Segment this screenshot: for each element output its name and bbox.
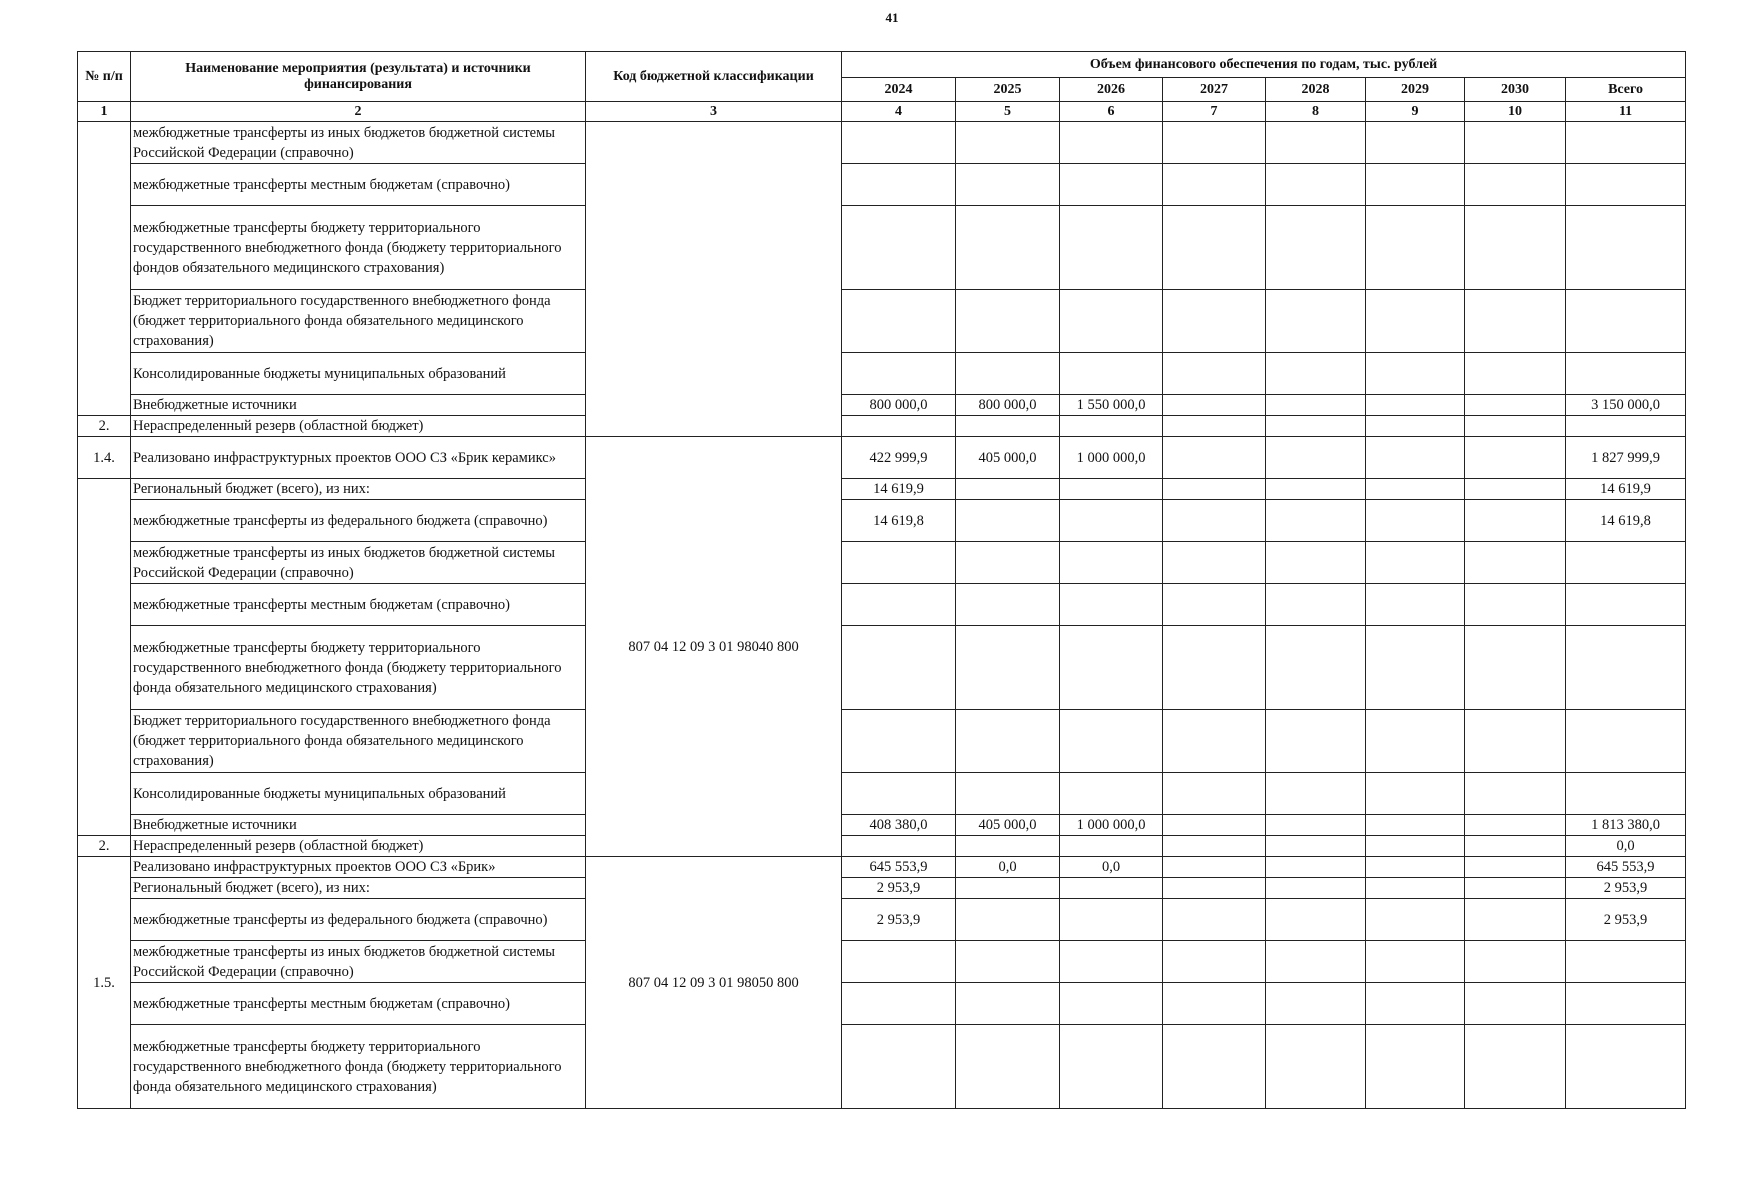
row-name: межбюджетные трансферты из иных бюджетов бюджетной системы Российской Федерации (справочно) bbox=[131, 941, 586, 983]
header-volume: Объем финансового обеспечения по годам, тыс. рублей bbox=[842, 52, 1686, 78]
cell-2030 bbox=[1465, 710, 1566, 773]
cell-total: 1 813 380,0 bbox=[1566, 815, 1686, 836]
cell-2026 bbox=[1060, 122, 1163, 164]
cell-2028 bbox=[1266, 395, 1366, 416]
header-no: № п/п bbox=[78, 52, 131, 102]
row-name: межбюджетные трансферты местным бюджетам (справочно) bbox=[131, 164, 586, 206]
cell-2027 bbox=[1163, 395, 1266, 416]
cell-2026: 1 000 000,0 bbox=[1060, 437, 1163, 479]
cell-2026 bbox=[1060, 479, 1163, 500]
cell-2025 bbox=[956, 122, 1060, 164]
cell-2024 bbox=[842, 710, 956, 773]
cell-2026 bbox=[1060, 542, 1163, 584]
table-row bbox=[78, 878, 1686, 899]
cell-2030 bbox=[1465, 878, 1566, 899]
cell-2029 bbox=[1366, 878, 1465, 899]
cell-2028 bbox=[1266, 815, 1366, 836]
table-row bbox=[78, 395, 1686, 416]
cell-2029 bbox=[1366, 437, 1465, 479]
cell-2029 bbox=[1366, 479, 1465, 500]
table-row bbox=[78, 353, 1686, 395]
cell-2027 bbox=[1163, 353, 1266, 395]
column-number: 9 bbox=[1366, 102, 1465, 122]
cell-2029 bbox=[1366, 164, 1465, 206]
cell-2030 bbox=[1465, 206, 1566, 290]
cell-2028 bbox=[1266, 164, 1366, 206]
cell-2025 bbox=[956, 584, 1060, 626]
cell-2028 bbox=[1266, 899, 1366, 941]
cell-2024: 14 619,8 bbox=[842, 500, 956, 542]
cell-2029 bbox=[1366, 857, 1465, 878]
cell-2030 bbox=[1465, 983, 1566, 1025]
cell-2029 bbox=[1366, 122, 1465, 164]
cell-2026 bbox=[1060, 899, 1163, 941]
cell-2028 bbox=[1266, 584, 1366, 626]
cell-2024 bbox=[842, 626, 956, 710]
cell-2025 bbox=[956, 353, 1060, 395]
table-row bbox=[78, 773, 1686, 815]
row-number: 2. bbox=[78, 836, 131, 857]
cell-2025: 0,0 bbox=[956, 857, 1060, 878]
column-number: 7 bbox=[1163, 102, 1266, 122]
cell-2024 bbox=[842, 206, 956, 290]
cell-total bbox=[1566, 290, 1686, 353]
cell-2027 bbox=[1163, 479, 1266, 500]
cell-2027 bbox=[1163, 500, 1266, 542]
cell-2024 bbox=[842, 584, 956, 626]
cell-2030 bbox=[1465, 941, 1566, 983]
cell-2025 bbox=[956, 878, 1060, 899]
column-number: 4 bbox=[842, 102, 956, 122]
cell-2029 bbox=[1366, 1025, 1465, 1109]
cell-2030 bbox=[1465, 584, 1566, 626]
table-row bbox=[78, 815, 1686, 836]
header-year: 2030 bbox=[1465, 78, 1566, 102]
cell-2024 bbox=[842, 983, 956, 1025]
row-name: межбюджетные трансферты из федерального бюджета (справочно) bbox=[131, 899, 586, 941]
cell-2025 bbox=[956, 290, 1060, 353]
row-name: Бюджет территориального государственного внебюджетного фонда (бюджет территориального фонда обязательного медицинского страхования) bbox=[131, 290, 586, 353]
cell-2030 bbox=[1465, 773, 1566, 815]
cell-2025 bbox=[956, 710, 1060, 773]
cell-2025 bbox=[956, 836, 1060, 857]
cell-2027 bbox=[1163, 983, 1266, 1025]
cell-2024: 408 380,0 bbox=[842, 815, 956, 836]
cell-2027 bbox=[1163, 542, 1266, 584]
cell-2027 bbox=[1163, 437, 1266, 479]
cell-2026 bbox=[1060, 164, 1163, 206]
cell-2026: 0,0 bbox=[1060, 857, 1163, 878]
table-row bbox=[78, 122, 1686, 164]
cell-2024: 2 953,9 bbox=[842, 899, 956, 941]
cell-2026 bbox=[1060, 710, 1163, 773]
row-number bbox=[78, 122, 131, 416]
header-year: 2024 bbox=[842, 78, 956, 102]
cell-2025 bbox=[956, 416, 1060, 437]
table-row bbox=[78, 416, 1686, 437]
cell-2027 bbox=[1163, 584, 1266, 626]
column-number: 2 bbox=[131, 102, 586, 122]
cell-2030 bbox=[1465, 353, 1566, 395]
cell-2028 bbox=[1266, 500, 1366, 542]
cell-2026 bbox=[1060, 878, 1163, 899]
cell-2030 bbox=[1465, 437, 1566, 479]
cell-total bbox=[1566, 353, 1686, 395]
cell-2025 bbox=[956, 542, 1060, 584]
header-year: 2026 bbox=[1060, 78, 1163, 102]
row-number bbox=[78, 479, 131, 836]
cell-2024 bbox=[842, 353, 956, 395]
cell-2026 bbox=[1060, 584, 1163, 626]
cell-2028 bbox=[1266, 836, 1366, 857]
cell-2026 bbox=[1060, 836, 1163, 857]
cell-total bbox=[1566, 164, 1686, 206]
table-row bbox=[78, 437, 1686, 479]
cell-2030 bbox=[1465, 836, 1566, 857]
cell-2029 bbox=[1366, 815, 1465, 836]
table-row bbox=[78, 206, 1686, 290]
table-row bbox=[78, 479, 1686, 500]
cell-2024: 422 999,9 bbox=[842, 437, 956, 479]
cell-total bbox=[1566, 122, 1686, 164]
row-number: 1.5. bbox=[78, 857, 131, 1109]
cell-2024 bbox=[842, 941, 956, 983]
cell-2030 bbox=[1465, 479, 1566, 500]
table-row bbox=[78, 857, 1686, 878]
row-code bbox=[586, 122, 842, 437]
cell-2026 bbox=[1060, 983, 1163, 1025]
row-name: межбюджетные трансферты из иных бюджетов бюджетной системы Российской Федерации (справочно) bbox=[131, 122, 586, 164]
cell-2025 bbox=[956, 941, 1060, 983]
row-name: Реализовано инфраструктурных проектов ООО СЗ «Брик» bbox=[131, 857, 586, 878]
cell-2026 bbox=[1060, 941, 1163, 983]
cell-2024 bbox=[842, 290, 956, 353]
cell-2024 bbox=[842, 1025, 956, 1109]
cell-2029 bbox=[1366, 353, 1465, 395]
cell-total: 0,0 bbox=[1566, 836, 1686, 857]
cell-2030 bbox=[1465, 626, 1566, 710]
cell-2028 bbox=[1266, 773, 1366, 815]
row-name: межбюджетные трансферты местным бюджетам (справочно) bbox=[131, 983, 586, 1025]
row-name: межбюджетные трансферты бюджету территориального государственного внебюджетного фонда (бюджету территориального фондов обязательного медицинского страхования) bbox=[131, 206, 586, 290]
cell-2029 bbox=[1366, 584, 1465, 626]
cell-2028 bbox=[1266, 626, 1366, 710]
cell-2025 bbox=[956, 1025, 1060, 1109]
row-number: 1.4. bbox=[78, 437, 131, 479]
header-total: Всего bbox=[1566, 78, 1686, 102]
header-name: Наименование мероприятия (результата) и источники финансирования bbox=[131, 52, 586, 102]
column-number: 8 bbox=[1266, 102, 1366, 122]
cell-2029 bbox=[1366, 983, 1465, 1025]
cell-2026 bbox=[1060, 290, 1163, 353]
cell-2027 bbox=[1163, 899, 1266, 941]
cell-2025 bbox=[956, 164, 1060, 206]
cell-total: 645 553,9 bbox=[1566, 857, 1686, 878]
table-row bbox=[78, 1025, 1686, 1109]
cell-2024 bbox=[842, 416, 956, 437]
cell-2029 bbox=[1366, 206, 1465, 290]
column-number: 1 bbox=[78, 102, 131, 122]
cell-total: 14 619,9 bbox=[1566, 479, 1686, 500]
row-name: Внебюджетные источники bbox=[131, 395, 586, 416]
cell-2026 bbox=[1060, 500, 1163, 542]
cell-total: 1 827 999,9 bbox=[1566, 437, 1686, 479]
cell-2027 bbox=[1163, 122, 1266, 164]
cell-2027 bbox=[1163, 416, 1266, 437]
cell-2025 bbox=[956, 626, 1060, 710]
cell-2029 bbox=[1366, 941, 1465, 983]
cell-2030 bbox=[1465, 122, 1566, 164]
cell-2028 bbox=[1266, 983, 1366, 1025]
cell-2027 bbox=[1163, 164, 1266, 206]
cell-total bbox=[1566, 1025, 1686, 1109]
cell-2027 bbox=[1163, 206, 1266, 290]
financing-table bbox=[77, 51, 1686, 1109]
column-number: 11 bbox=[1566, 102, 1686, 122]
row-name: Региональный бюджет (всего), из них: bbox=[131, 878, 586, 899]
cell-2028 bbox=[1266, 710, 1366, 773]
header-year: 2025 bbox=[956, 78, 1060, 102]
cell-total: 2 953,9 bbox=[1566, 899, 1686, 941]
table-row bbox=[78, 941, 1686, 983]
cell-2028 bbox=[1266, 353, 1366, 395]
cell-2024 bbox=[842, 122, 956, 164]
row-name: межбюджетные трансферты из иных бюджетов бюджетной системы Российской Федерации (справочно) bbox=[131, 542, 586, 584]
row-name: межбюджетные трансферты из федерального бюджета (справочно) bbox=[131, 500, 586, 542]
cell-total bbox=[1566, 710, 1686, 773]
cell-total bbox=[1566, 584, 1686, 626]
cell-2024 bbox=[842, 773, 956, 815]
cell-2030 bbox=[1465, 542, 1566, 584]
row-name: Консолидированные бюджеты муниципальных образований bbox=[131, 353, 586, 395]
row-name: Нераспределенный резерв (областной бюджет) bbox=[131, 416, 586, 437]
cell-2029 bbox=[1366, 395, 1465, 416]
cell-2028 bbox=[1266, 941, 1366, 983]
row-name: Нераспределенный резерв (областной бюджет) bbox=[131, 836, 586, 857]
cell-2029 bbox=[1366, 416, 1465, 437]
row-code: 807 04 12 09 3 01 98040 800 bbox=[586, 437, 842, 857]
cell-2028 bbox=[1266, 416, 1366, 437]
cell-2026 bbox=[1060, 773, 1163, 815]
cell-total bbox=[1566, 773, 1686, 815]
column-number: 5 bbox=[956, 102, 1060, 122]
cell-2024 bbox=[842, 836, 956, 857]
row-name: межбюджетные трансферты местным бюджетам (справочно) bbox=[131, 584, 586, 626]
cell-2027 bbox=[1163, 857, 1266, 878]
cell-2026 bbox=[1060, 206, 1163, 290]
header-year: 2029 bbox=[1366, 78, 1465, 102]
table-row bbox=[78, 626, 1686, 710]
cell-2027 bbox=[1163, 878, 1266, 899]
cell-2028 bbox=[1266, 437, 1366, 479]
page-number: 41 bbox=[885, 10, 899, 25]
cell-total bbox=[1566, 983, 1686, 1025]
cell-2028 bbox=[1266, 479, 1366, 500]
table-row bbox=[78, 710, 1686, 773]
header-year: 2027 bbox=[1163, 78, 1266, 102]
cell-2026: 1 550 000,0 bbox=[1060, 395, 1163, 416]
table-row bbox=[78, 899, 1686, 941]
cell-2027 bbox=[1163, 626, 1266, 710]
cell-total: 14 619,8 bbox=[1566, 500, 1686, 542]
row-name: Бюджет территориального государственного внебюджетного фонда (бюджет территориального фонда обязательного медицинского страхования) bbox=[131, 710, 586, 773]
cell-2026 bbox=[1060, 353, 1163, 395]
cell-2025 bbox=[956, 899, 1060, 941]
cell-2027 bbox=[1163, 815, 1266, 836]
cell-2029 bbox=[1366, 542, 1465, 584]
cell-2030 bbox=[1465, 857, 1566, 878]
cell-2029 bbox=[1366, 626, 1465, 710]
row-name: межбюджетные трансферты бюджету территориального государственного внебюджетного фонда (бюджету территориального фонда обязательного медицинского страхования) bbox=[131, 1025, 586, 1109]
cell-2025: 800 000,0 bbox=[956, 395, 1060, 416]
cell-2025 bbox=[956, 479, 1060, 500]
cell-2030 bbox=[1465, 815, 1566, 836]
cell-2027 bbox=[1163, 290, 1266, 353]
cell-2024 bbox=[842, 542, 956, 584]
cell-total bbox=[1566, 542, 1686, 584]
cell-2029 bbox=[1366, 710, 1465, 773]
table-row bbox=[78, 290, 1686, 353]
row-name: Внебюджетные источники bbox=[131, 815, 586, 836]
table-row bbox=[78, 983, 1686, 1025]
cell-2028 bbox=[1266, 1025, 1366, 1109]
cell-total bbox=[1566, 941, 1686, 983]
column-number: 6 bbox=[1060, 102, 1163, 122]
table-row bbox=[78, 500, 1686, 542]
cell-total: 3 150 000,0 bbox=[1566, 395, 1686, 416]
table-row bbox=[78, 584, 1686, 626]
cell-2028 bbox=[1266, 206, 1366, 290]
cell-2030 bbox=[1465, 290, 1566, 353]
cell-2025 bbox=[956, 983, 1060, 1025]
cell-2027 bbox=[1163, 941, 1266, 983]
cell-2026 bbox=[1060, 1025, 1163, 1109]
cell-2029 bbox=[1366, 836, 1465, 857]
cell-2028 bbox=[1266, 122, 1366, 164]
column-number: 3 bbox=[586, 102, 842, 122]
cell-total bbox=[1566, 626, 1686, 710]
cell-2026 bbox=[1060, 626, 1163, 710]
cell-2027 bbox=[1163, 1025, 1266, 1109]
cell-2025 bbox=[956, 206, 1060, 290]
cell-2024 bbox=[842, 164, 956, 206]
row-name: Реализовано инфраструктурных проектов ООО СЗ «Брик керамикс» bbox=[131, 437, 586, 479]
cell-2028 bbox=[1266, 857, 1366, 878]
cell-2024: 800 000,0 bbox=[842, 395, 956, 416]
cell-2030 bbox=[1465, 416, 1566, 437]
header-code: Код бюджетной классификации bbox=[586, 52, 842, 102]
cell-2027 bbox=[1163, 836, 1266, 857]
cell-total bbox=[1566, 416, 1686, 437]
cell-2029 bbox=[1366, 500, 1465, 542]
cell-2027 bbox=[1163, 773, 1266, 815]
cell-2030 bbox=[1465, 1025, 1566, 1109]
cell-2025 bbox=[956, 500, 1060, 542]
cell-2026 bbox=[1060, 416, 1163, 437]
cell-2024: 14 619,9 bbox=[842, 479, 956, 500]
cell-2026: 1 000 000,0 bbox=[1060, 815, 1163, 836]
cell-2025: 405 000,0 bbox=[956, 815, 1060, 836]
cell-2030 bbox=[1465, 899, 1566, 941]
cell-2028 bbox=[1266, 290, 1366, 353]
row-number: 2. bbox=[78, 416, 131, 437]
column-number: 10 bbox=[1465, 102, 1566, 122]
cell-2029 bbox=[1366, 773, 1465, 815]
row-name: межбюджетные трансферты бюджету территориального государственного внебюджетного фонда (бюджету территориального фонда обязательного медицинского страхования) bbox=[131, 626, 586, 710]
cell-2030 bbox=[1465, 500, 1566, 542]
cell-2025 bbox=[956, 773, 1060, 815]
table-row bbox=[78, 542, 1686, 584]
header-year: 2028 bbox=[1266, 78, 1366, 102]
cell-2024: 2 953,9 bbox=[842, 878, 956, 899]
cell-2028 bbox=[1266, 878, 1366, 899]
cell-2025: 405 000,0 bbox=[956, 437, 1060, 479]
table-row bbox=[78, 836, 1686, 857]
cell-2030 bbox=[1465, 164, 1566, 206]
row-name: Региональный бюджет (всего), из них: bbox=[131, 479, 586, 500]
cell-2024: 645 553,9 bbox=[842, 857, 956, 878]
cell-total bbox=[1566, 206, 1686, 290]
cell-2029 bbox=[1366, 899, 1465, 941]
cell-2027 bbox=[1163, 710, 1266, 773]
row-name: Консолидированные бюджеты муниципальных образований bbox=[131, 773, 586, 815]
cell-2030 bbox=[1465, 395, 1566, 416]
cell-2029 bbox=[1366, 290, 1465, 353]
cell-2028 bbox=[1266, 542, 1366, 584]
row-code: 807 04 12 09 3 01 98050 800 bbox=[586, 857, 842, 1109]
cell-total: 2 953,9 bbox=[1566, 878, 1686, 899]
table-row bbox=[78, 164, 1686, 206]
